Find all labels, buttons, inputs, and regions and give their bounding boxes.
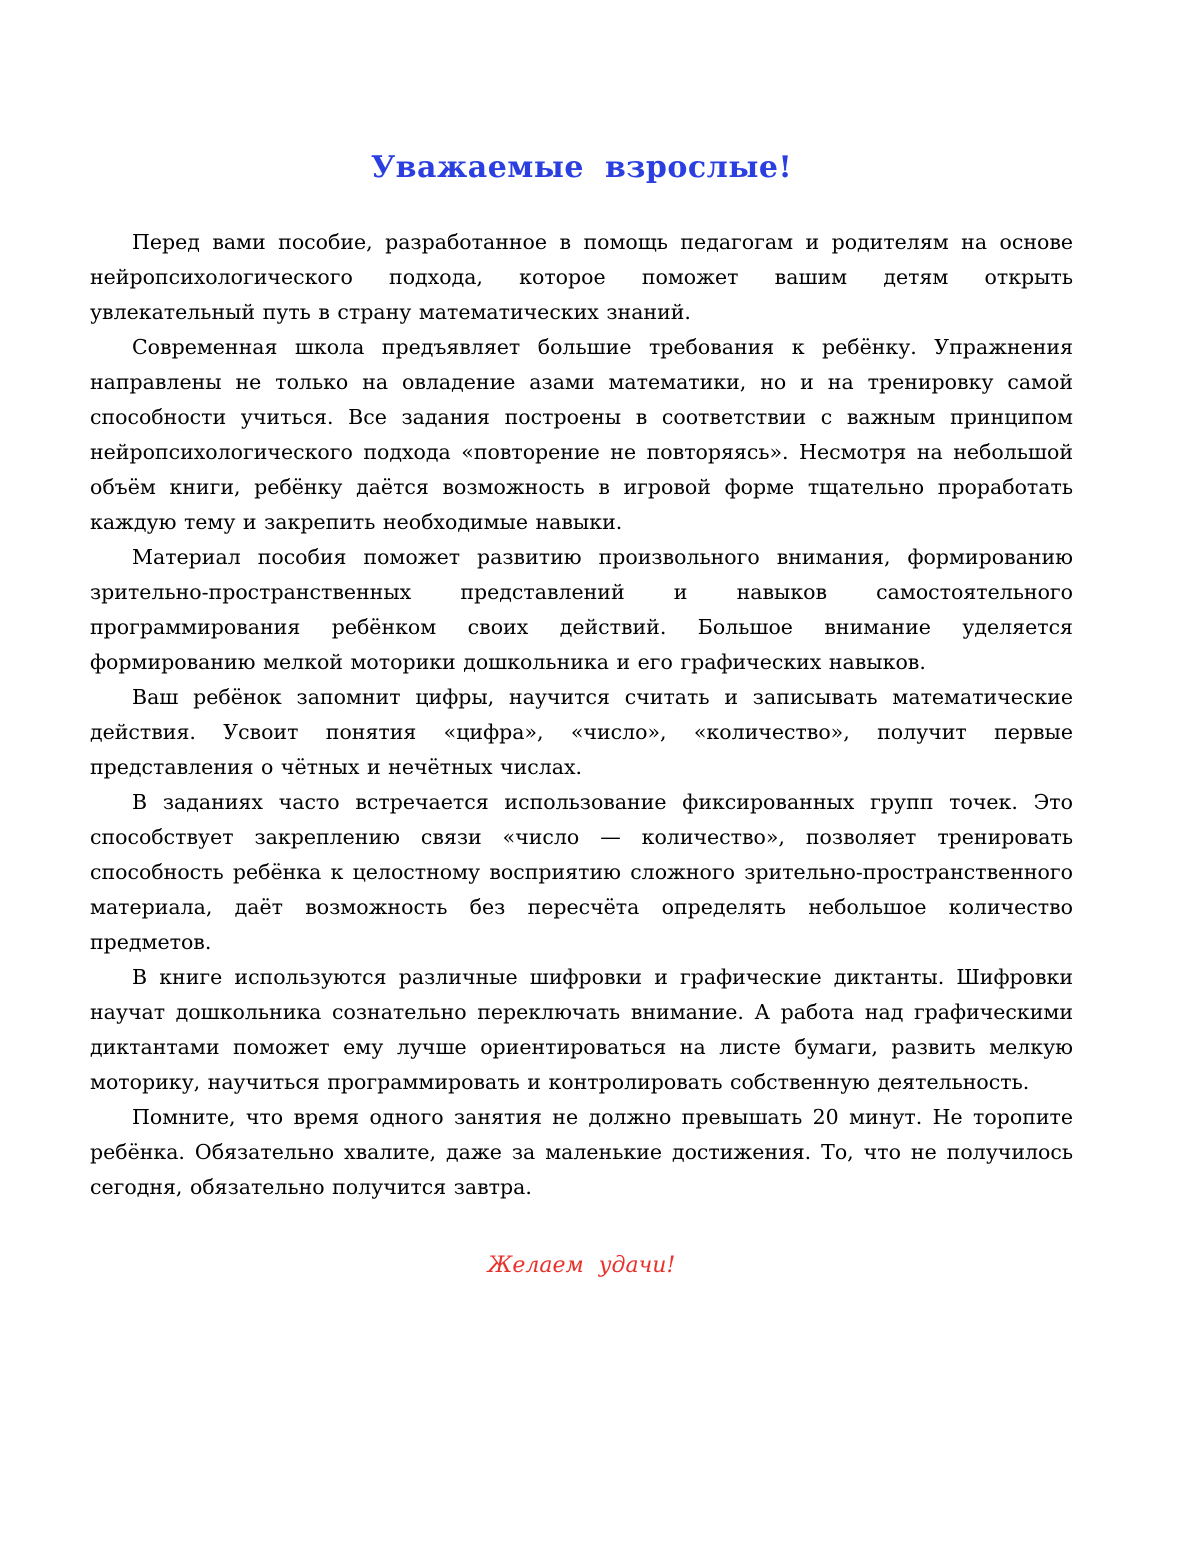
paragraph-2: Современная школа предъявляет большие требования к ребёнку. Упражнения направлены не только на овладение азами математики, но и на тренировку самой способности учиться. Все задания построены в соответствии с важным принципом нейропсихологического подхода «повторение не повторяясь». Несмотря на небольшой объём книги, ребёнку даётся возможность в игровой форме тщательно проработать каждую тему и закрепить необходимые навыки.: [90, 335, 1073, 534]
paragraph-3: Материал пособия поможет развитию произвольного внимания, формированию зрительно-пространственных представлений и навыков самостоятельного программирования ребёнком своих действий. Большое внимание уделяется формированию мелкой моторики дошкольника и его графических навыков.: [90, 545, 1073, 674]
closing-wish: Желаем удачи!: [487, 1253, 676, 1278]
paragraph-7: Помните, что время одного занятия не должно превышать 20 минут. Не торопите ребёнка. Обязательно хвалите, даже за маленькие достижения. То, что не получилось сегодня, обязательно получится завтра.: [90, 1105, 1073, 1199]
document-body: [90, 225, 1073, 1205]
page-title: Уважаемые взрослые!: [370, 150, 793, 185]
paragraph-4: Ваш ребёнок запомнит цифры, научится считать и записывать математические действия. Усвоит понятия «цифра», «число», «количество», получит первые представления о чётных и нечётных числах.: [90, 685, 1073, 779]
paragraph-5: В заданиях часто встречается использование фиксированных групп точек. Это способствует закреплению связи «число — количество», позволяет тренировать способность ребёнка к целостному восприятию сложного зрительно-пространственного материала, даёт возможность без пересчёта определять небольшое количество предметов.: [90, 790, 1073, 954]
paragraph-6: В книге используются различные шифровки и графические диктанты. Шифровки научат дошкольника сознательно переключать внимание. А работа над графическими диктантами поможет ему лучше ориентироваться на листе бумаги, развить мелкую моторику, научиться программировать и контролировать собственную деятельность.: [90, 965, 1073, 1094]
paragraph-1: Перед вами пособие, разработанное в помощь педагогам и родителям на основе нейропсихологического подхода, которое поможет вашим детям открыть увлекательный путь в страну математических знаний.: [90, 230, 1073, 324]
